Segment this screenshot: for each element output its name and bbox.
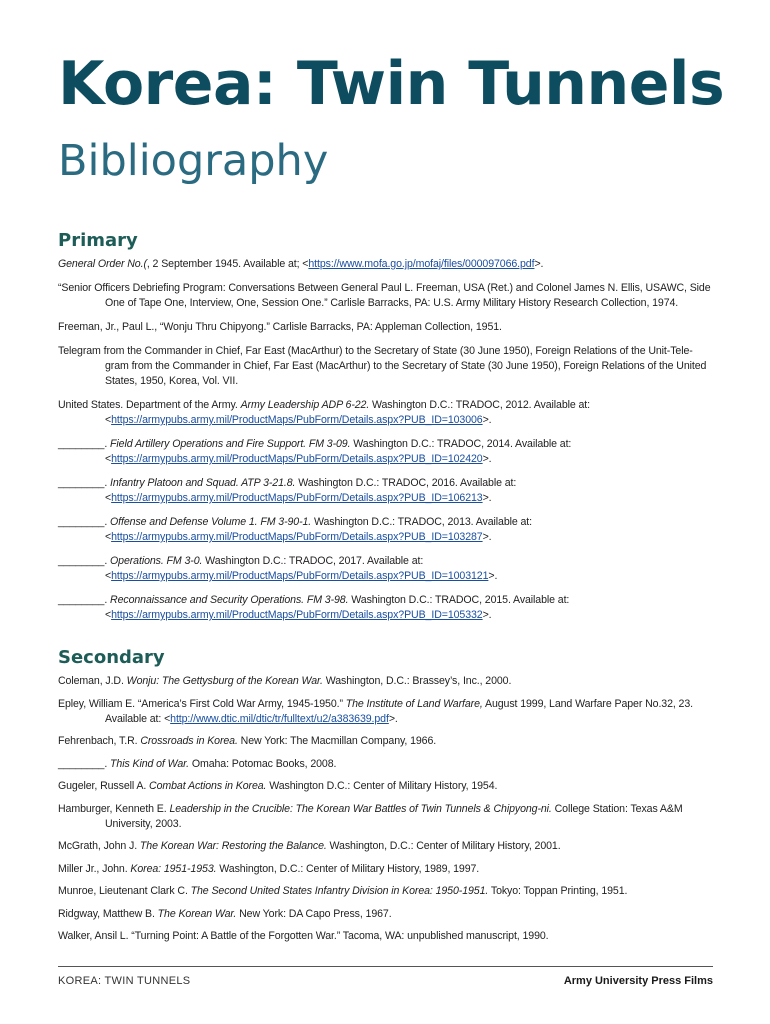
bibliography-entry: Munroe, Lieutenant Clark C. The Second United States Infantry Division in Korea: 1950-1951. Tokyo: Toppan Printing, 1951. [58,885,628,897]
bibliography-entry: Epley, William E. “America’s First Cold War Army, 1945-1950.” The Institute of Land Warfare, August 1999, Land Warfare Paper No.32, 23. Available at: <http://www.dtic.mil/dtic/tr/fulltext/u2/a383639.pdf>. [58,697,693,725]
bibliography-entry: Hamburger, Kenneth E. Leadership in the Crucible: The Korean War Battles of Twin Tunnels & Chipyong-ni. College Station: Texas A&M University, 2003. [58,802,683,830]
bibliography-entry: “Senior Officers Debriefing Program: Conversations Between General Paul L. Freeman, USA (Ret.) and Colonel James N. Ellis, USAWC, Side One of Tape One, Interview, One, Session One.” Carlisle Barracks, PA: U.S. Army Military History Research Collection, 1974. [58,282,711,309]
bibliography-entry: ________. Offense and Defense Volume 1. FM 3-90-1. Washington D.C.: TRADOC, 2013. Available at: <https://armypubs.army.mil/ProductMaps/PubForm/Details.aspx?PUB_ID=103287>. [58,516,532,543]
bibliography-entry: ________. Infantry Platoon and Squad. ATP 3-21.8. Washington D.C.: TRADOC, 2016. Available at: <https://armypubs.army.mil/ProductMaps/PubForm/Details.aspx?PUB_ID=106213>. [58,477,517,504]
primary-bibliography-list [58,257,713,632]
entry-link[interactable]: https://www.mofa.go.jp/mofaj/files/000097066.pdf [308,258,535,270]
secondary-bibliography-list [58,674,713,952]
footer-divider [58,966,713,967]
bibliography-entry: United States. Department of the Army. Army Leadership ADP 6-22. Washington D.C.: TRADOC, 2012. Available at: <https://armypubs.army.mil/ProductMaps/PubForm/Details.aspx?PUB_ID=103006>. [58,399,590,426]
entry-link[interactable]: http://www.dtic.mil/dtic/tr/fulltext/u2/a383639.pdf [170,712,389,725]
bibliography-entry: Walker, Ansil L. “Turning Point: A Battle of the Forgotten War.” Tacoma, WA: unpublished manuscript, 1990. [58,930,549,942]
entry-link[interactable]: https://armypubs.army.mil/ProductMaps/PubForm/Details.aspx?PUB_ID=1003121 [111,570,489,582]
bibliography-entry: Miller Jr., John. Korea: 1951-1953. Washington, D.C.: Center of Military History, 1989, 1997. [58,862,480,875]
entry-link[interactable]: https://armypubs.army.mil/ProductMaps/PubForm/Details.aspx?PUB_ID=106213 [111,492,483,504]
bibliography-entry: ________. This Kind of War. Omaha: Potomac Books, 2008. [58,757,337,770]
footer-publisher: Army University Press Films [563,975,713,987]
bibliography-entry: ________. Reconnaissance and Security Operations. FM 3-98. Washington D.C.: TRADOC, 2015. Available at: <https://armypubs.army.mil/ProductMaps/PubForm/Details.aspx?PUB_ID=105332>. [58,594,570,621]
entry-link[interactable]: https://armypubs.army.mil/ProductMaps/PubForm/Details.aspx?PUB_ID=103287 [111,531,483,543]
entry-link[interactable]: https://armypubs.army.mil/ProductMaps/PubForm/Details.aspx?PUB_ID=105332 [111,609,483,621]
bibliography-entry: Fehrenbach, T.R. Crossroads in Korea. New York: The Macmillan Company, 1966. [58,735,437,747]
bibliography-entry: ________. Field Artillery Operations and Fire Support. FM 3-09. Washington D.C.: TRADOC, 2014. Available at: <https://armypubs.army.mil/ProductMaps/PubForm/Details.aspx?PUB_ID=102420>. [58,438,572,465]
secondary-section-heading: Secondary [58,647,165,668]
bibliography-entry: McGrath, John J. The Korean War: Restoring the Balance. Washington, D.C.: Center of Military History, 2001. [58,840,561,852]
bibliography-entry: General Order No.(, 2 September 1945. Available at; <https://www.mofa.go.jp/mofaj/files/000097066.pdf>. [58,258,544,270]
bibliography-entry: ________. Operations. FM 3-0. Washington D.C.: TRADOC, 2017. Available at: <https://armypubs.army.mil/ProductMaps/PubForm/Details.aspx?PUB_ID=1003121>. [58,555,498,582]
entry-link[interactable]: https://armypubs.army.mil/ProductMaps/PubForm/Details.aspx?PUB_ID=103006 [111,414,483,426]
footer-document-title: KOREA: TWIN TUNNELS [58,975,191,987]
entry-link[interactable]: https://armypubs.army.mil/ProductMaps/PubForm/Details.aspx?PUB_ID=102420 [111,453,483,465]
primary-section-heading: Primary [58,230,138,251]
page-title: Korea: Twin Tunnels [58,49,725,119]
bibliography-entry: Freeman, Jr., Paul L., “Wonju Thru Chipyong.” Carlisle Barracks, PA: Appleman Collection, 1951. [58,321,502,333]
bibliography-entry: Telegram from the Commander in Chief, Far East (MacArthur) to the Secretary of State (30 June 1950), Foreign Relations of the Unit-Tele-gram from the Commander in Chief, Far East (MacArthur) to the Secretary of State (30 June 1950), Foreign Relations of the United States, 1950, Korea, Vol. VII. [58,345,707,387]
bibliography-entry: Ridgway, Matthew B. The Korean War. New York: DA Capo Press, 1967. [58,907,392,920]
page-subtitle: Bibliography [58,136,329,186]
bibliography-entry: Coleman, J.D. Wonju: The Gettysburg of the Korean War. Washington, D.C.: Brassey’s, Inc., 2000. [58,675,512,687]
bibliography-entry: Gugeler, Russell A. Combat Actions in Korea. Washington D.C.: Center of Military History, 1954. [58,780,498,792]
